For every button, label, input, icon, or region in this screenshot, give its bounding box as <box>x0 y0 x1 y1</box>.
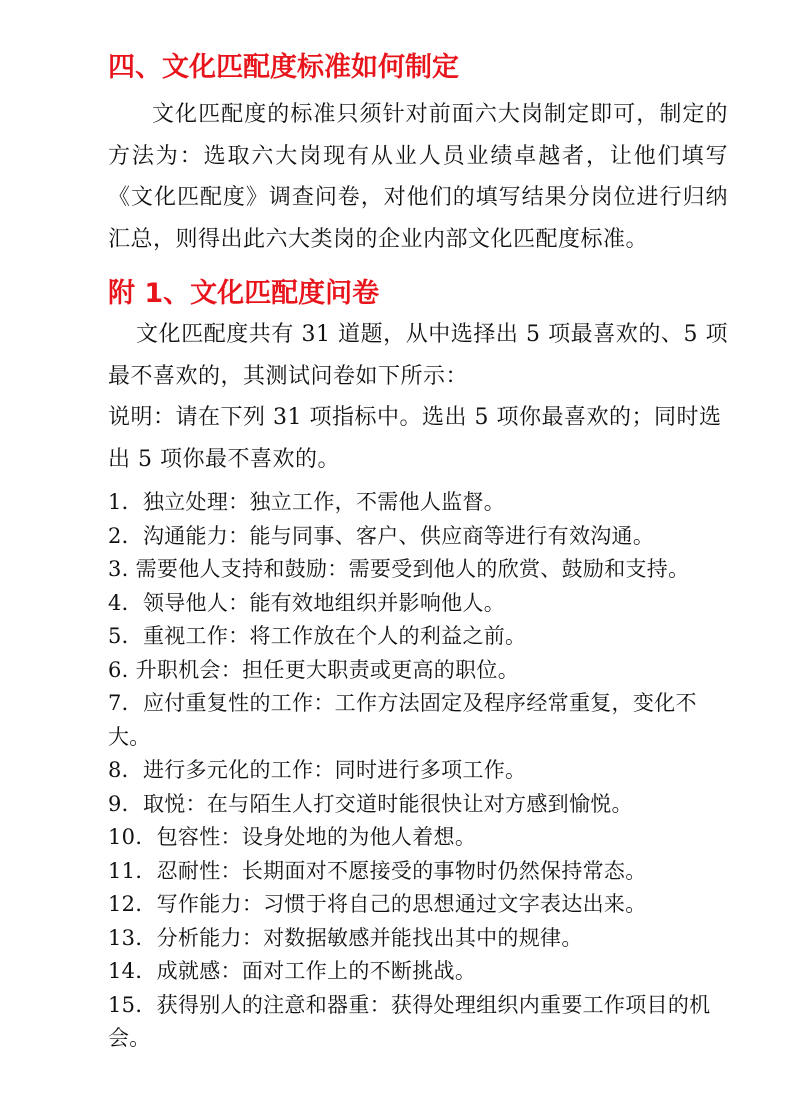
list-item: 15．获得别人的注意和器重：获得处理组织内重要工作项目的机会。 <box>108 992 711 1050</box>
list-item: 10．包容性：设身处地的为他人着想。 <box>108 825 477 849</box>
appendix-1-intro: 文化匹配度共有 31 道题，从中选择出 5 项最喜欢的、5 项最不喜欢的，其测试问卷如下所示： <box>108 322 728 389</box>
list-item: 8．进行多元化的工作：同时进行多项工作。 <box>108 758 527 782</box>
section-4-paragraph: 文化匹配度的标准只须针对前面六大岗制定即可，制定的方法为：选取六大岗现有从业人员业绩卓越者，让他们填写《文化匹配度》调查问卷，对他们的填写结果分岗位进行归纳汇总，则得出此六大类岗的企业内部文化匹配度标准。 <box>108 102 728 252</box>
list-item: 4．领导他人：能有效地组织并影响他人。 <box>108 590 506 615</box>
appendix-1-heading: 附 1、文化匹配度问卷 <box>108 278 380 309</box>
list-item: 11．忍耐性：长期面对不愿接受的事物时仍然保持常态。 <box>108 858 647 883</box>
list-item: 9．取悦：在与陌生人打交道时能很快让对方感到愉悦。 <box>108 791 633 816</box>
list-item: 13．分析能力：对数据敏感并能找出其中的规律。 <box>108 925 583 950</box>
list-item: 14．成就感：面对工作上的不断挑战。 <box>108 959 477 983</box>
questionnaire-list <box>108 486 728 1056</box>
list-item: 2．沟通能力：能与同事、客户、供应商等进行有效沟通。 <box>108 523 655 548</box>
list-item: 6. 升职机会：担任更大职责或更高的职位。 <box>108 657 520 682</box>
section-4-heading: 四、文化匹配度标准如何制定 <box>108 52 459 83</box>
list-item: 12．写作能力：习惯于将自己的思想通过文字表达出来。 <box>108 892 647 916</box>
document-page <box>108 50 728 1056</box>
appendix-1-note: 说明：请在下列 31 项指标中。选出 5 项你最喜欢的；同时选出 5 项你最不喜欢的。 <box>108 405 722 472</box>
list-item: 5．重视工作：将工作放在个人的利益之前。 <box>108 624 527 648</box>
list-item: 1．独立处理：独立工作，不需他人监督。 <box>108 490 506 514</box>
list-item: 7．应付重复性的工作：工作方法固定及程序经常重复，变化不大。 <box>108 691 697 749</box>
list-item: 3. 需要他人支持和鼓励：需要受到他人的欣赏、鼓励和支持。 <box>108 557 690 581</box>
